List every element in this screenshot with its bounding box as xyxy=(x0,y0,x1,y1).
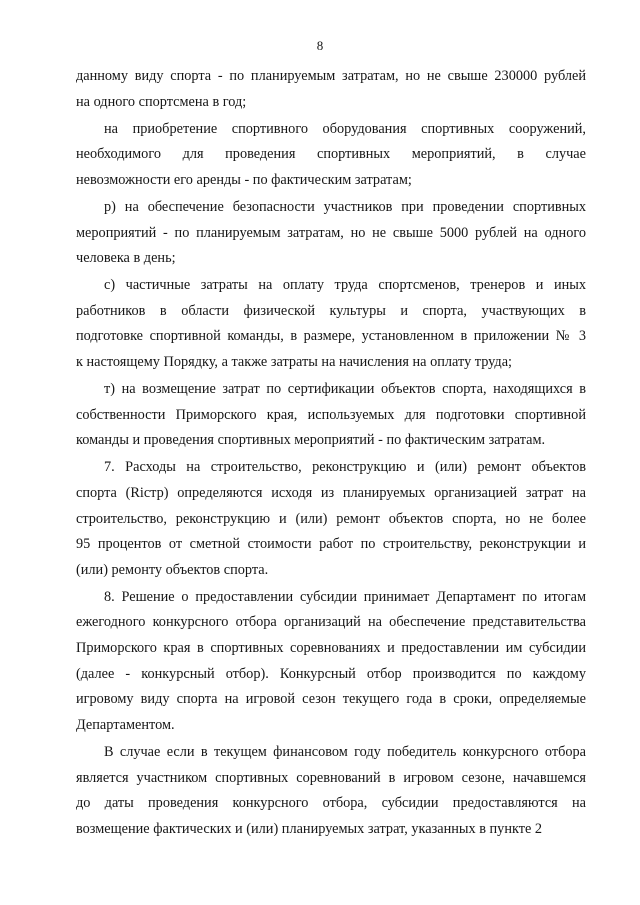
text-line: игровому виду спорта на игровой сезон текущего года в сроки, определяемые xyxy=(76,691,586,708)
text-line: мероприятий - по планируемым затратам, но не свыше 5000 рублей на одного xyxy=(76,224,586,241)
text-line: т) на возмещение затрат по сертификации объектов спорта, находящихся в xyxy=(104,381,586,398)
text-line: Приморского края в спортивных соревнованиях и предоставлении им субсидии xyxy=(76,640,586,657)
text-line: Департаментом. xyxy=(76,716,175,733)
text-line: 8. Решение о предоставлении субсидии принимает Департамент по итогам xyxy=(104,588,586,605)
text-line: данному виду спорта - по планируемым затратам, но не свыше 230000 рублей xyxy=(76,68,586,84)
paragraph xyxy=(76,740,586,842)
text-line: собственности Приморского края, используемых для подготовки спортивной xyxy=(76,406,586,423)
paragraph xyxy=(76,195,586,272)
text-line: с) частичные затраты на оплату труда спортсменов, тренеров и иных xyxy=(104,277,586,294)
text-line: 7. Расходы на строительство, реконструкцию и (или) ремонт объектов xyxy=(104,459,586,476)
paragraph xyxy=(76,455,586,583)
text-line: человека в день; xyxy=(76,250,176,267)
paragraph xyxy=(76,585,586,739)
paragraph xyxy=(76,377,586,454)
paragraph xyxy=(76,117,586,194)
text-line: работников в области физической культуры и спорта, участвующих в xyxy=(76,302,586,319)
text-line: невозможности его аренды - по фактическим затратам; xyxy=(76,171,412,188)
text-line: р) на обеспечение безопасности участников при проведении спортивных xyxy=(104,198,586,215)
text-line: возмещение фактических и (или) планируемых затрат, указанных в пункте 2 xyxy=(76,820,543,837)
text-line: строительство, реконструкцию и (или) ремонт объектов спорта, но не более xyxy=(76,510,586,527)
page-number: 8 xyxy=(316,38,324,53)
text-line: спорта (Riстр) определяются исходя из планируемых организацией затрат на xyxy=(76,485,586,501)
text-line: является участником спортивных соревнований в игровом сезоне, начавшемся xyxy=(76,769,586,786)
text-line: (или) ремонту объектов спорта. xyxy=(76,561,269,578)
document-body xyxy=(76,64,586,842)
text-line: команды и проведения спортивных мероприятий - по фактическим затратам. xyxy=(76,432,546,449)
text-line: подготовке спортивной команды, в размере, установленном в приложении № 3 xyxy=(76,328,586,345)
text-line: необходимого для проведения спортивных мероприятий, в случае xyxy=(76,146,586,163)
text-line: ежегодного конкурсного отбора организаций на обеспечение представительства xyxy=(76,614,586,631)
text-line: (далее - конкурсный отбор). Конкурсный отбор производится по каждому xyxy=(76,665,586,682)
text-line: к настоящему Порядку, а также затраты на начисления на оплату труда; xyxy=(76,354,513,371)
text-line: до даты проведения конкурсного отбора, субсидии предоставляются на xyxy=(76,795,586,812)
paragraph xyxy=(76,273,586,375)
text-line: 95 процентов от сметной стоимости работ по строительству, реконструкции и xyxy=(76,536,586,553)
text-line: В случае если в текущем финансовом году победитель конкурсного отбора xyxy=(104,743,586,760)
text-line: на одного спортсмена в год; xyxy=(76,93,247,110)
text-line: на приобретение спортивного оборудования спортивных сооружений, xyxy=(104,120,586,137)
paragraph xyxy=(76,64,586,115)
